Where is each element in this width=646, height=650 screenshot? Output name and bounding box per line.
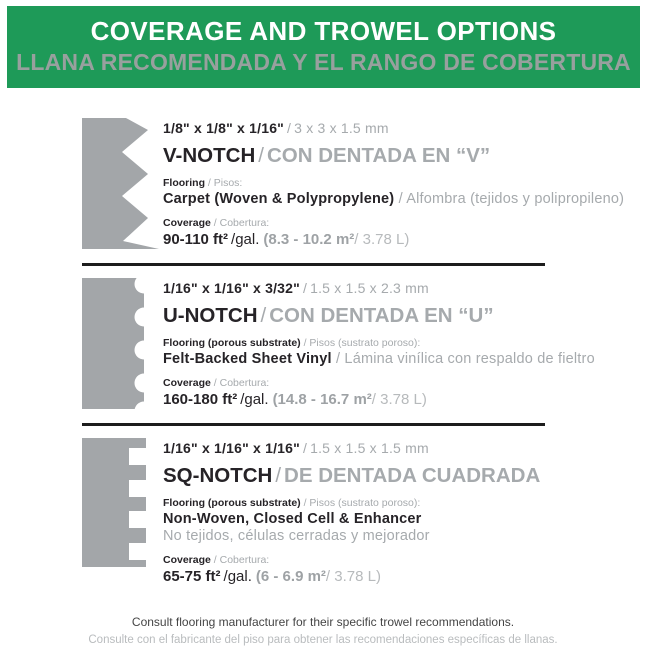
coverage-label-es: / Cobertura: (213, 217, 270, 229)
flooring-en: Carpet (Woven & Polypropylene) (163, 191, 395, 207)
flooring-label-es: / Pisos: (207, 177, 243, 189)
coverage-label-en: Coverage (163, 217, 211, 229)
footer-disclaimer (0, 615, 646, 648)
coverage-unit: /gal. (223, 568, 252, 585)
flooring-value (163, 191, 624, 207)
coverage-label-en: Coverage (163, 554, 211, 566)
title-es: CON DENTADA EN “V” (266, 144, 491, 167)
section-title (163, 305, 595, 327)
size-en: 1/8" x 1/8" x 1/16" (163, 120, 285, 136)
flooring-label-en: Flooring (porous substrate) (163, 497, 301, 509)
flooring-label-es: / Pisos (sustrato poroso): (303, 497, 421, 509)
separator: / (260, 304, 267, 327)
title-es: DE DENTADA CUADRADA (284, 464, 541, 487)
flooring-en: Felt-Backed Sheet Vinyl (163, 351, 332, 367)
title-en: V-NOTCH (163, 144, 256, 167)
section-divider (82, 263, 545, 266)
size-en: 1/16" x 1/16" x 3/32" (163, 280, 300, 296)
flooring-en: Non-Woven, Closed Cell & Enhancer (163, 511, 422, 527)
flooring-label (163, 498, 540, 509)
coverage-metric: (6 - 6.9 m² (255, 568, 326, 585)
size-metric: 1.5 x 1.5 x 2.3 mm (310, 280, 429, 296)
section-u-notch (82, 278, 646, 409)
coverage-liters: / 3.78 L) (354, 231, 410, 248)
size-spec (163, 121, 624, 136)
flooring-value (163, 511, 540, 527)
section-title (163, 465, 540, 487)
coverage-imperial: 160-180 ft² (163, 391, 238, 408)
size-metric: 1.5 x 1.5 x 1.5 mm (310, 440, 429, 456)
coverage-label (163, 378, 595, 389)
coverage-liters: / 3.78 L) (325, 568, 381, 585)
flooring-value-es: No tejidos, células cerradas y mejorador (163, 528, 430, 544)
coverage-label-es: / Cobertura: (213, 377, 270, 389)
flooring-es: / Alfombra (tejidos y polipropileno) (398, 191, 625, 207)
flooring-label (163, 178, 624, 189)
section-title (163, 145, 624, 167)
banner-title-en: COVERAGE AND TROWEL OPTIONS (90, 15, 557, 46)
flooring-label-es: / Pisos (sustrato poroso): (303, 337, 421, 349)
sq-notch-trowel-icon (82, 438, 163, 567)
coverage-metric: (8.3 - 10.2 m² (263, 231, 355, 248)
banner (7, 6, 640, 88)
section-info (163, 438, 540, 585)
section-info (163, 278, 595, 408)
size-en: 1/16" x 1/16" x 1/16" (163, 440, 300, 456)
section-v-notch (82, 118, 646, 249)
separator: / (275, 464, 282, 487)
coverage-imperial: 90-110 ft² (163, 231, 229, 248)
coverage-label-en: Coverage (163, 377, 211, 389)
coverage-unit: /gal. (240, 391, 269, 408)
size-spec (163, 281, 595, 296)
separator: / (303, 440, 308, 456)
coverage-liters: / 3.78 L) (371, 391, 427, 408)
flooring-label (163, 338, 595, 349)
footer-line-en: Consult flooring manufacturer for their specific trowel recommendations. (131, 615, 515, 629)
coverage-label (163, 555, 540, 566)
flooring-es: / Lámina vinílica con respaldo de fieltro (335, 351, 595, 367)
coverage-value (163, 568, 540, 585)
v-notch-trowel-icon (82, 118, 163, 249)
size-metric: 3 x 3 x 1.5 mm (294, 120, 389, 136)
coverage-value (163, 231, 624, 248)
title-es: CON DENTADA EN “U” (269, 304, 494, 327)
section-info (163, 118, 624, 248)
coverage-unit: /gal. (231, 231, 260, 248)
title-en: U-NOTCH (163, 304, 258, 327)
sections-container (82, 118, 646, 585)
flooring-value (163, 351, 595, 367)
u-notch-trowel-icon (82, 278, 163, 409)
flooring-label-en: Flooring (porous substrate) (163, 337, 301, 349)
section-divider (82, 423, 545, 426)
separator: / (303, 280, 308, 296)
coverage-label-es: / Cobertura: (213, 554, 270, 566)
title-en: SQ-NOTCH (163, 464, 273, 487)
coverage-label (163, 218, 624, 229)
coverage-value (163, 391, 595, 408)
banner-title-es: LLANA RECOMENDADA Y EL RANGO DE COBERTURA (16, 49, 631, 76)
separator: / (287, 120, 292, 136)
section-sq-notch (82, 438, 646, 585)
flooring-label-en: Flooring (163, 177, 205, 189)
size-spec (163, 441, 540, 456)
coverage-metric: (14.8 - 16.7 m² (272, 391, 372, 408)
separator: / (258, 144, 264, 167)
footer-line-es: Consulte con el fabricante del piso para obtener las recomendaciones específicas de llanas. (88, 634, 558, 646)
coverage-imperial: 65-75 ft² (163, 568, 221, 585)
